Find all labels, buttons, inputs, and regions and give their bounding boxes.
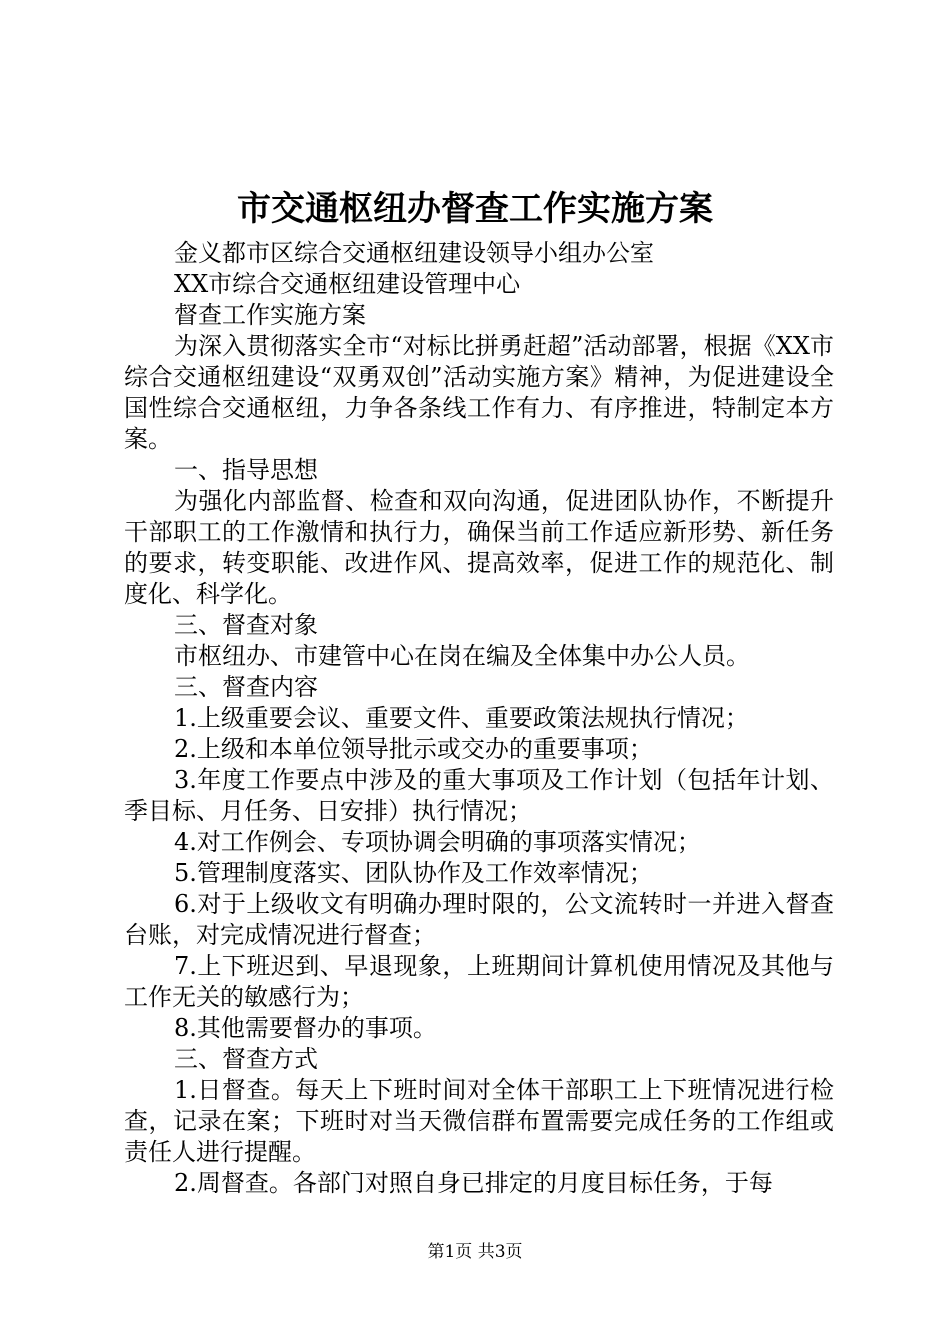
section-heading: 一、指导思想 [174,456,318,484]
list-item: 7.上下班迟到、早退现象，上班期间计算机使用情况及其他与工作无关的敏感行为； [124,952,834,1011]
list-item: 1.上级重要会议、重要文件、重要政策法规执行情况； [174,704,749,732]
paragraph: XX市综合交通枢纽建设管理中心 [174,270,521,298]
section-heading: 三、督查对象 [174,611,318,639]
document-body [124,238,834,1199]
list-item: 2.上级和本单位领导批示或交办的重要事项； [174,735,653,763]
section-heading: 三、督查方式 [174,1045,318,1073]
paragraph: 市枢纽办、市建管中心在岗在编及全体集中办公人员。 [174,642,750,670]
section-heading: 三、督查内容 [174,673,318,701]
paragraph: 为深入贯彻落实全市“对标比拼勇赶超”活动部署，根据《XX市综合交通枢纽建设“双勇双创”活动实施方案》精神，为促进建设全国性综合交通枢纽，力争各条线工作有力、有序推进，特制定本方案。 [124,332,834,453]
list-item: 3.年度工作要点中涉及的重大事项及工作计划（包括年计划、季目标、月任务、日安排）执行情况； [124,766,834,825]
list-item: 5.管理制度落实、团队协作及工作效率情况； [174,859,653,887]
list-item: 2.周督查。各部门对照自身已排定的月度目标任务，于每 [174,1169,773,1197]
list-item: 8.其他需要督办的事项。 [174,1014,437,1042]
page-footer: 第1页 共3页 [427,1242,523,1262]
list-item: 4.对工作例会、专项协调会明确的事项落实情况； [174,828,701,856]
paragraph: 金义都市区综合交通枢纽建设领导小组办公室 [174,239,654,267]
list-item: 1.日督查。每天上下班时间对全体干部职工上下班情况进行检查，记录在案；下班时对当天微信群布置需要完成任务的工作组或责任人进行提醒。 [124,1076,834,1166]
paragraph: 督查工作实施方案 [174,301,366,329]
list-item: 6.对于上级收文有明确办理时限的，公文流转时一并进入督查台账，对完成情况进行督查； [124,890,834,949]
document-title: 市交通枢纽办督查工作实施方案 [237,189,713,229]
paragraph: 为强化内部监督、检查和双向沟通，促进团队协作，不断提升干部职工的工作激情和执行力，确保当前工作适应新形势、新任务的要求，转变职能、改进作风、提高效率，促进工作的规范化、制度化、科学化。 [124,487,834,608]
